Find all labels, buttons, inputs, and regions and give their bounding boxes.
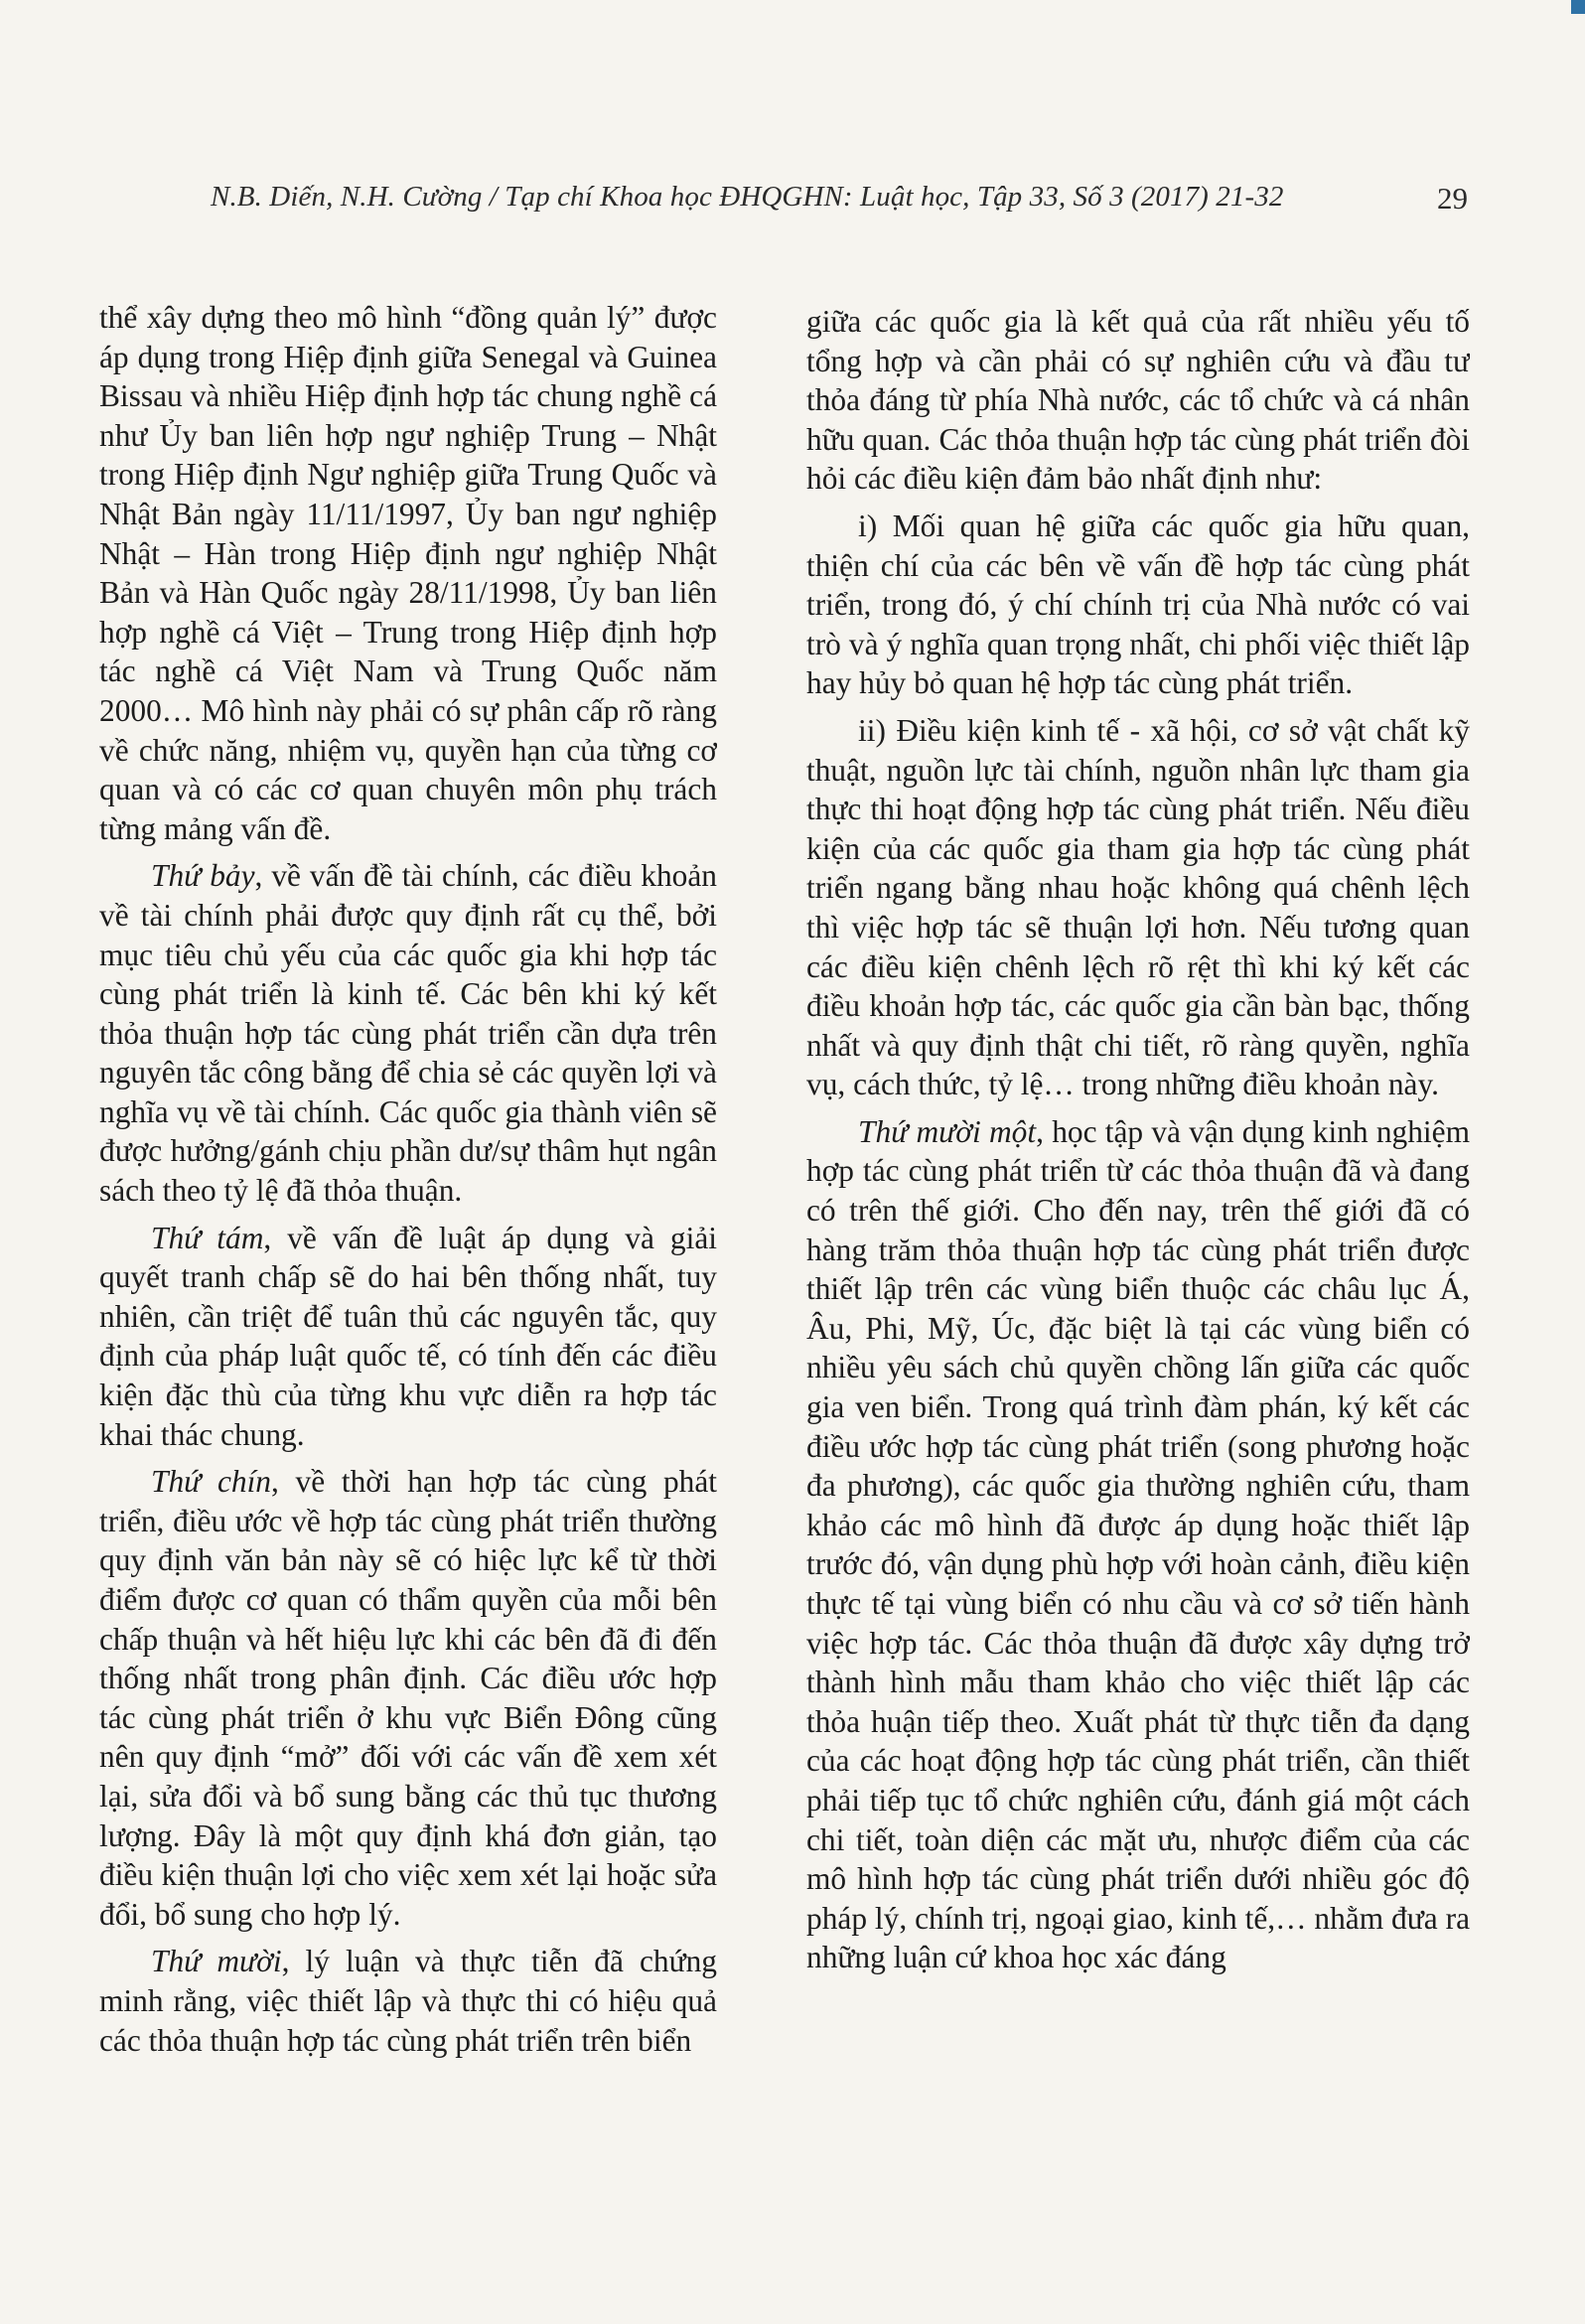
paragraph-text: thể xây dựng theo mô hình “đồng quản lý” được áp dụng trong Hiệp định giữa Senegal và Guinea Bissau và nhiều Hiệp định hợp tác chung nghề cá như Ủy ban liên hợp ngư nghiệp Trung – Nhật trong Hiệp định Ngư nghiệp giữa Trung Quốc và Nhật Bản ngày 11/11/1997, Ủy ban ngư nghiệp Nhật – Hàn trong Hiệp định ngư nghiệp Nhật Bản và Hàn Quốc ngày 28/11/1998, Ủy ban liên hợp nghề cá Việt – Trung trong Hiệp định hợp tác nghề cá Việt Nam và Trung Quốc năm 2000… Mô hình này phải có sự phân cấp rõ ràng về chức năng, nhiệm vụ, quyền hạn của từng cơ quan và có các cơ quan chuyên môn phụ trách từng mảng vấn đề. [99,300,717,846]
paragraph-text: , về vấn đề luật áp dụng và giải quyết tranh chấp sẽ do hai bên thống nhất, tuy nhiên, cần triệt để tuân thủ các nguyên tắc, quy định của pháp luật quốc tế, có tính đến các điều kiện đặc thù của từng khu vực diễn ra hợp tác khai thác chung. [99,1220,717,1452]
paragraph-text: , về vấn đề tài chính, các điều khoản về tài chính phải được quy định rất cụ thể, bởi mục tiêu chủ yếu của các quốc gia khi hợp tác cùng phát triển là kinh tế. Các bên khi ký kết thỏa thuận hợp tác cùng phát triển cần dựa trên nguyên tắc công bằng để chia sẻ các quyền lợi và nghĩa vụ về tài chính. Các quốc gia thành viên sẽ được hưởng/gánh chịu phần dư/sự thâm hụt ngân sách theo tỷ lệ đã thỏa thuận. [99,858,717,1209]
paragraph-lead: Thứ chín [151,1464,272,1500]
page-header [0,181,1585,228]
list-item [806,507,1470,703]
paragraph [99,298,717,848]
corner-color-mark [1571,0,1585,14]
left-column [99,298,717,2274]
paragraph-text: giữa các quốc gia là kết quả của rất nhiều yếu tố tổng hợp và cần phải có sự nghiên cứu và đầu tư thỏa đáng từ phía Nhà nước, các tổ chức và cá nhân hữu quan. Các thỏa thuận hợp tác cùng phát triển đòi hỏi các điều kiện đảm bảo nhất định như: [806,304,1470,497]
paragraph-lead: Thứ mười một [858,1113,1037,1149]
page-number: 29 [1437,181,1468,216]
paragraph-lead: Thứ bảy [151,858,255,894]
list-item-text: i) Mối quan hệ giữa các quốc gia hữu quan, thiện chí của các bên về vấn đề hợp tác cùng phát triển, trong đó, ý chí chính trị của Nhà nước có vai trò và ý nghĩa quan trọng nhất, chi phối việc thiết lập hay hủy bỏ quan hệ hợp tác cùng phát triển. [806,508,1470,701]
paragraph [99,1219,717,1455]
paragraph-text: , về thời hạn hợp tác cùng phát triển, điều ước về hợp tác cùng phát triển thường quy định văn bản này sẽ có hiệc lực kể từ thời điểm được cơ quan có thẩm quyền của mỗi bên chấp thuận và hết hiệu lực khi các bên đã đi đến thống nhất trong phân định. Các điều ước hợp tác cùng phát triển ở khu vực Biển Đông cũng nên quy định “mở” đối với các vấn đề xem xét lại, sửa đổi và bổ sung bằng các thủ tục thương lượng. Đây là một quy định khá đơn giản, tạo điều kiện thuận lợi cho việc xem xét lại hoặc sửa đổi, bổ sung cho hợp lý. [99,1464,717,1932]
paragraph-text: , học tập và vận dụng kinh nghiệm hợp tác cùng phát triển từ các thỏa thuận đã và đang có trên thế giới. Cho đến nay, trên thế giới đã có hàng trăm thỏa thuận hợp tác cùng phát triển được thiết lập trên các vùng biển thuộc các châu lục Á, Âu, Phi, Mỹ, Úc, đặc biệt là tại các vùng biển có nhiều yêu sách chủ quyền chồng lấn giữa các quốc gia ven biển. Trong quá trình đàm phán, ký kết các điều ước hợp tác cùng phát triển (song phương hoặc đa phương), các quốc gia thường nghiên cứu, tham khảo các mô hình đã được áp dụng hoặc thiết lập trước đó, vận dụng phù hợp với hoàn cảnh, điều kiện thực tế tại vùng biển có nhu cầu và cơ sở tiến hành việc hợp tác. Các thỏa thuận đã được xây dựng trở thành hình mẫu tham khảo cho việc thiết lập các thỏa huận tiếp theo. Xuất phát từ thực tiễn đa dạng của các hoạt động hợp tác cùng phát triển, cần thiết phải tiếp tục tổ chức nghiên cứu, đánh giá một cách chi tiết, toàn diện các mặt ưu, nhược điểm của các mô hình hợp tác cùng phát triển dưới nhiều góc độ pháp lý, chính trị, ngoại giao, kinh tế,… nhằm đưa ra những luận cứ khoa học xác đáng [806,1113,1470,1975]
paragraph [99,1462,717,1934]
running-head: N.B. Diến, N.H. Cường / Tạp chí Khoa học ĐHQGHN: Luật học, Tập 33, Số 3 (2017) 21-32 [211,181,1284,213]
right-column [806,302,1470,2278]
paragraph-lead: Thứ mười [151,1944,282,1979]
paragraph [99,856,717,1210]
paragraph [806,1112,1470,1977]
paragraph-lead: Thứ tám [151,1220,264,1255]
paragraph-text: , lý luận và thực tiễn đã chứng minh rằng, việc thiết lập và thực thi có hiệu quả các thỏa thuận hợp tác cùng phát triển trên biển [99,1944,717,2058]
paragraph [99,1942,717,2060]
list-item [806,711,1470,1104]
list-item-text: ii) Điều kiện kinh tế - xã hội, cơ sở vật chất kỹ thuật, nguồn lực tài chính, nguồn nhân lực tham gia thực thi hoạt động hợp tác cùng phát triển. Nếu điều kiện của các quốc gia tham gia hợp tác cùng phát triển ngang bằng nhau hoặc không quá chênh lệch thì việc hợp tác sẽ thuận lợi hơn. Nếu tương quan các điều kiện chênh lệch rõ rệt thì khi ký kết các điều khoản hợp tác, các quốc gia cần bàn bạc, thống nhất và quy định thật chi tiết, rõ ràng quyền, nghĩa vụ, cách thức, tỷ lệ… trong những điều khoản này. [806,712,1470,1102]
paragraph [806,302,1470,499]
